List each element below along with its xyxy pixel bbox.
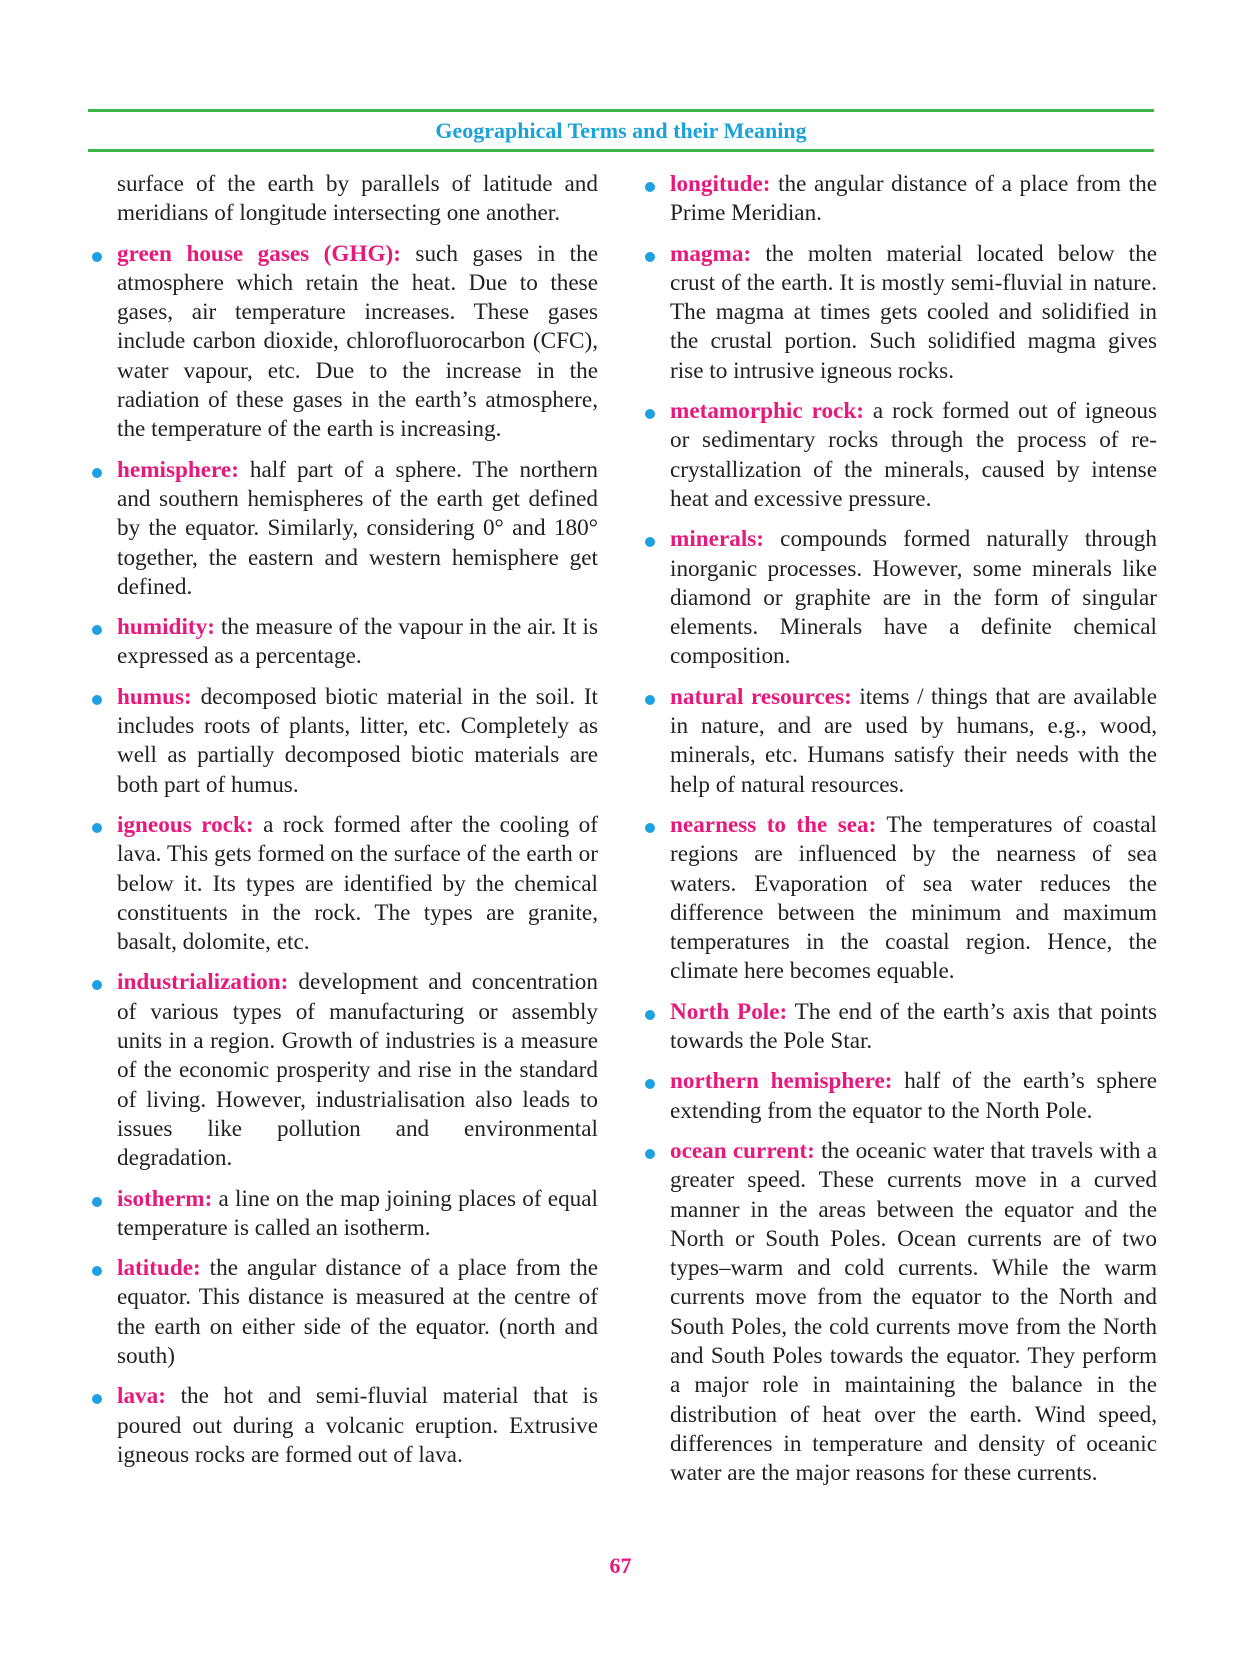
bullet-icon: [645, 537, 655, 547]
glossary-entry-northern-hemisphere: [645, 1067, 1157, 1126]
continued-paragraph: surface of the earth by parallels of latitude and meridians of longitude intersecting one another.: [117, 171, 598, 227]
definition: items / things that are available in nature, and are used by humans, e.g., wood, minerals, etc. Humans satisfy their needs with the help of natural resources.: [670, 683, 1157, 798]
term: North Pole:: [670, 998, 788, 1025]
glossary-entry-ocean-current: [645, 1137, 1157, 1489]
term: green house gases (GHG):: [117, 240, 401, 267]
running-header: [88, 109, 1154, 152]
bullet-icon: [645, 252, 655, 262]
glossary-entry-north-pole: [645, 998, 1157, 1057]
definition: the oceanic water that travels with a greater speed. These currents move in a curved manner in the areas between the equator and the North or South Poles. Ocean currents are of two types–warm and cold currents. While the warm currents move from the equator to the North and South Poles, the cold currents move from the North and South Poles towards the equator. They perform a major role in maintaining the balance in the distribution of heat over the earth. Wind speed, differences in temperature and density of oceanic water are the major reasons for these currents.: [670, 1137, 1157, 1487]
glossary-entry-igneous-rock: [92, 811, 598, 957]
glossary-entry-humus: [92, 683, 598, 800]
definition: half of the earth’s sphere extending from the equator to the North Pole.: [670, 1068, 1157, 1124]
definition: decomposed biotic material in the soil. It includes roots of plants, litter, etc. Completely as well as partially decomposed biotic materials are both part of humus.: [117, 683, 598, 798]
term: magma:: [670, 240, 752, 267]
bullet-icon: [92, 980, 102, 990]
bullet-icon: [92, 695, 102, 705]
glossary-entry-green-house-gases: [92, 240, 598, 445]
term: northern hemisphere:: [670, 1068, 893, 1095]
glossary-entry-hemisphere: [92, 456, 598, 602]
definition: the measure of the vapour in the air. It is expressed as a percentage.: [117, 614, 598, 670]
bullet-icon: [645, 1079, 655, 1089]
term: humus:: [117, 683, 192, 710]
definition: a line on the map joining places of equal temperature is called an isotherm.: [117, 1185, 598, 1241]
glossary-entry-metamorphic-rock: [645, 397, 1157, 514]
bullet-icon: [92, 252, 102, 262]
bullet-icon: [92, 1394, 102, 1404]
right-column: [645, 170, 1157, 1499]
definition: development and concentration of various types of manufacturing or assembly units in a region. Growth of industries is a measure of the economic prosperity and rise in the standard of living. However, industrialisation also leads to issues like pollution and environmental degradation.: [117, 969, 598, 1172]
bullet-icon: [92, 823, 102, 833]
glossary-entry-humidity: [92, 613, 598, 672]
definition: such gases in the atmosphere which retain the heat. Due to these gases, air temperature increases. These gases include carbon dioxide, chlorofluorocarbon (CFC), water vapour, etc. Due to the increase in the radiation of these gases in the earth’s atmosphere, the temperature of the earth is increasing.: [117, 240, 599, 443]
definition: half part of a sphere. The northern and southern hemispheres of the earth get defined by the equator. Similarly, considering 0° and 180° together, the eastern and western hemisphere get defined.: [117, 456, 598, 600]
term: nearness to the sea:: [670, 811, 877, 838]
bullet-icon: [645, 182, 655, 192]
bullet-icon: [645, 1149, 655, 1159]
term: hemisphere:: [117, 456, 239, 483]
term: minerals:: [670, 526, 765, 553]
term: natural resources:: [670, 683, 852, 710]
definition: The end of the earth’s axis that points towards the Pole Star.: [670, 998, 1157, 1055]
term: latitude:: [117, 1255, 201, 1282]
glossary-entry-lava: [92, 1382, 598, 1470]
definition: a rock formed out of igneous or sedimentary rocks through the process of re-crystallization of the minerals, caused by intense heat and excessive pressure.: [670, 398, 1157, 512]
definition: the hot and semi-fluvial material that is poured out during a volcanic eruption. Extrusive igneous rocks are formed out of lava.: [117, 1383, 598, 1468]
term: lava:: [117, 1383, 166, 1410]
term: metamorphic rock:: [670, 398, 864, 425]
bullet-icon: [92, 468, 102, 478]
bullet-icon: [645, 1010, 655, 1020]
definition: compounds formed naturally through inorganic processes. However, some minerals like diamond or graphite are in the form of singular elements. Minerals have a definite chemical composition.: [670, 526, 1157, 670]
glossary-entry-isotherm: [92, 1185, 598, 1244]
definition: a rock formed after the cooling of lava. This gets formed on the surface of the earth or below it. Its types are identified by the chemical constituents in the rock. The types are granite, basalt, dolomite, etc.: [117, 811, 598, 956]
term: igneous rock:: [117, 811, 254, 838]
left-column: [92, 170, 598, 1481]
definition: the angular distance of a place from the equator. This distance is measured at the centre of the earth on either side of the equator. (north and south): [117, 1255, 598, 1369]
definition: the angular distance of a place from the Prime Meridian.: [670, 171, 1157, 227]
bullet-icon: [645, 823, 655, 833]
page-number: 67: [609, 1553, 632, 1578]
term: humidity:: [117, 614, 215, 641]
term: longitude:: [670, 171, 771, 197]
glossary-entry-longitude: [645, 170, 1157, 229]
glossary-entry-magma: [645, 240, 1157, 386]
bullet-icon: [92, 1266, 102, 1276]
glossary-entry-nearness-to-the-sea: [645, 811, 1157, 987]
glossary-entry-latitude: [92, 1254, 598, 1371]
glossary-entry-industrialization: [92, 968, 598, 1173]
bullet-icon: [645, 409, 655, 419]
term: industrialization:: [117, 969, 289, 996]
header-title: Geographical Terms and their Meaning: [435, 117, 807, 143]
term: isotherm:: [117, 1185, 213, 1212]
term: ocean current:: [670, 1137, 815, 1164]
bullet-icon: [645, 695, 655, 705]
definition: The temperatures of coastal regions are influenced by the nearness of sea waters. Evaporation of sea water reduces the difference between the minimum and maximum temperatures in the coastal region. Hence, the climate here becomes equable.: [670, 811, 1157, 985]
definition: the molten material located below the crust of the earth. It is mostly semi-fluvial in nature. The magma at times gets cooled and solidified in the crustal portion. Such solidified magma gives rise to intrusive igneous rocks.: [670, 240, 1157, 384]
glossary-entry-natural-resources: [645, 683, 1157, 800]
bullet-icon: [92, 1197, 102, 1207]
bullet-icon: [92, 625, 102, 635]
glossary-entry-minerals: [645, 525, 1157, 671]
